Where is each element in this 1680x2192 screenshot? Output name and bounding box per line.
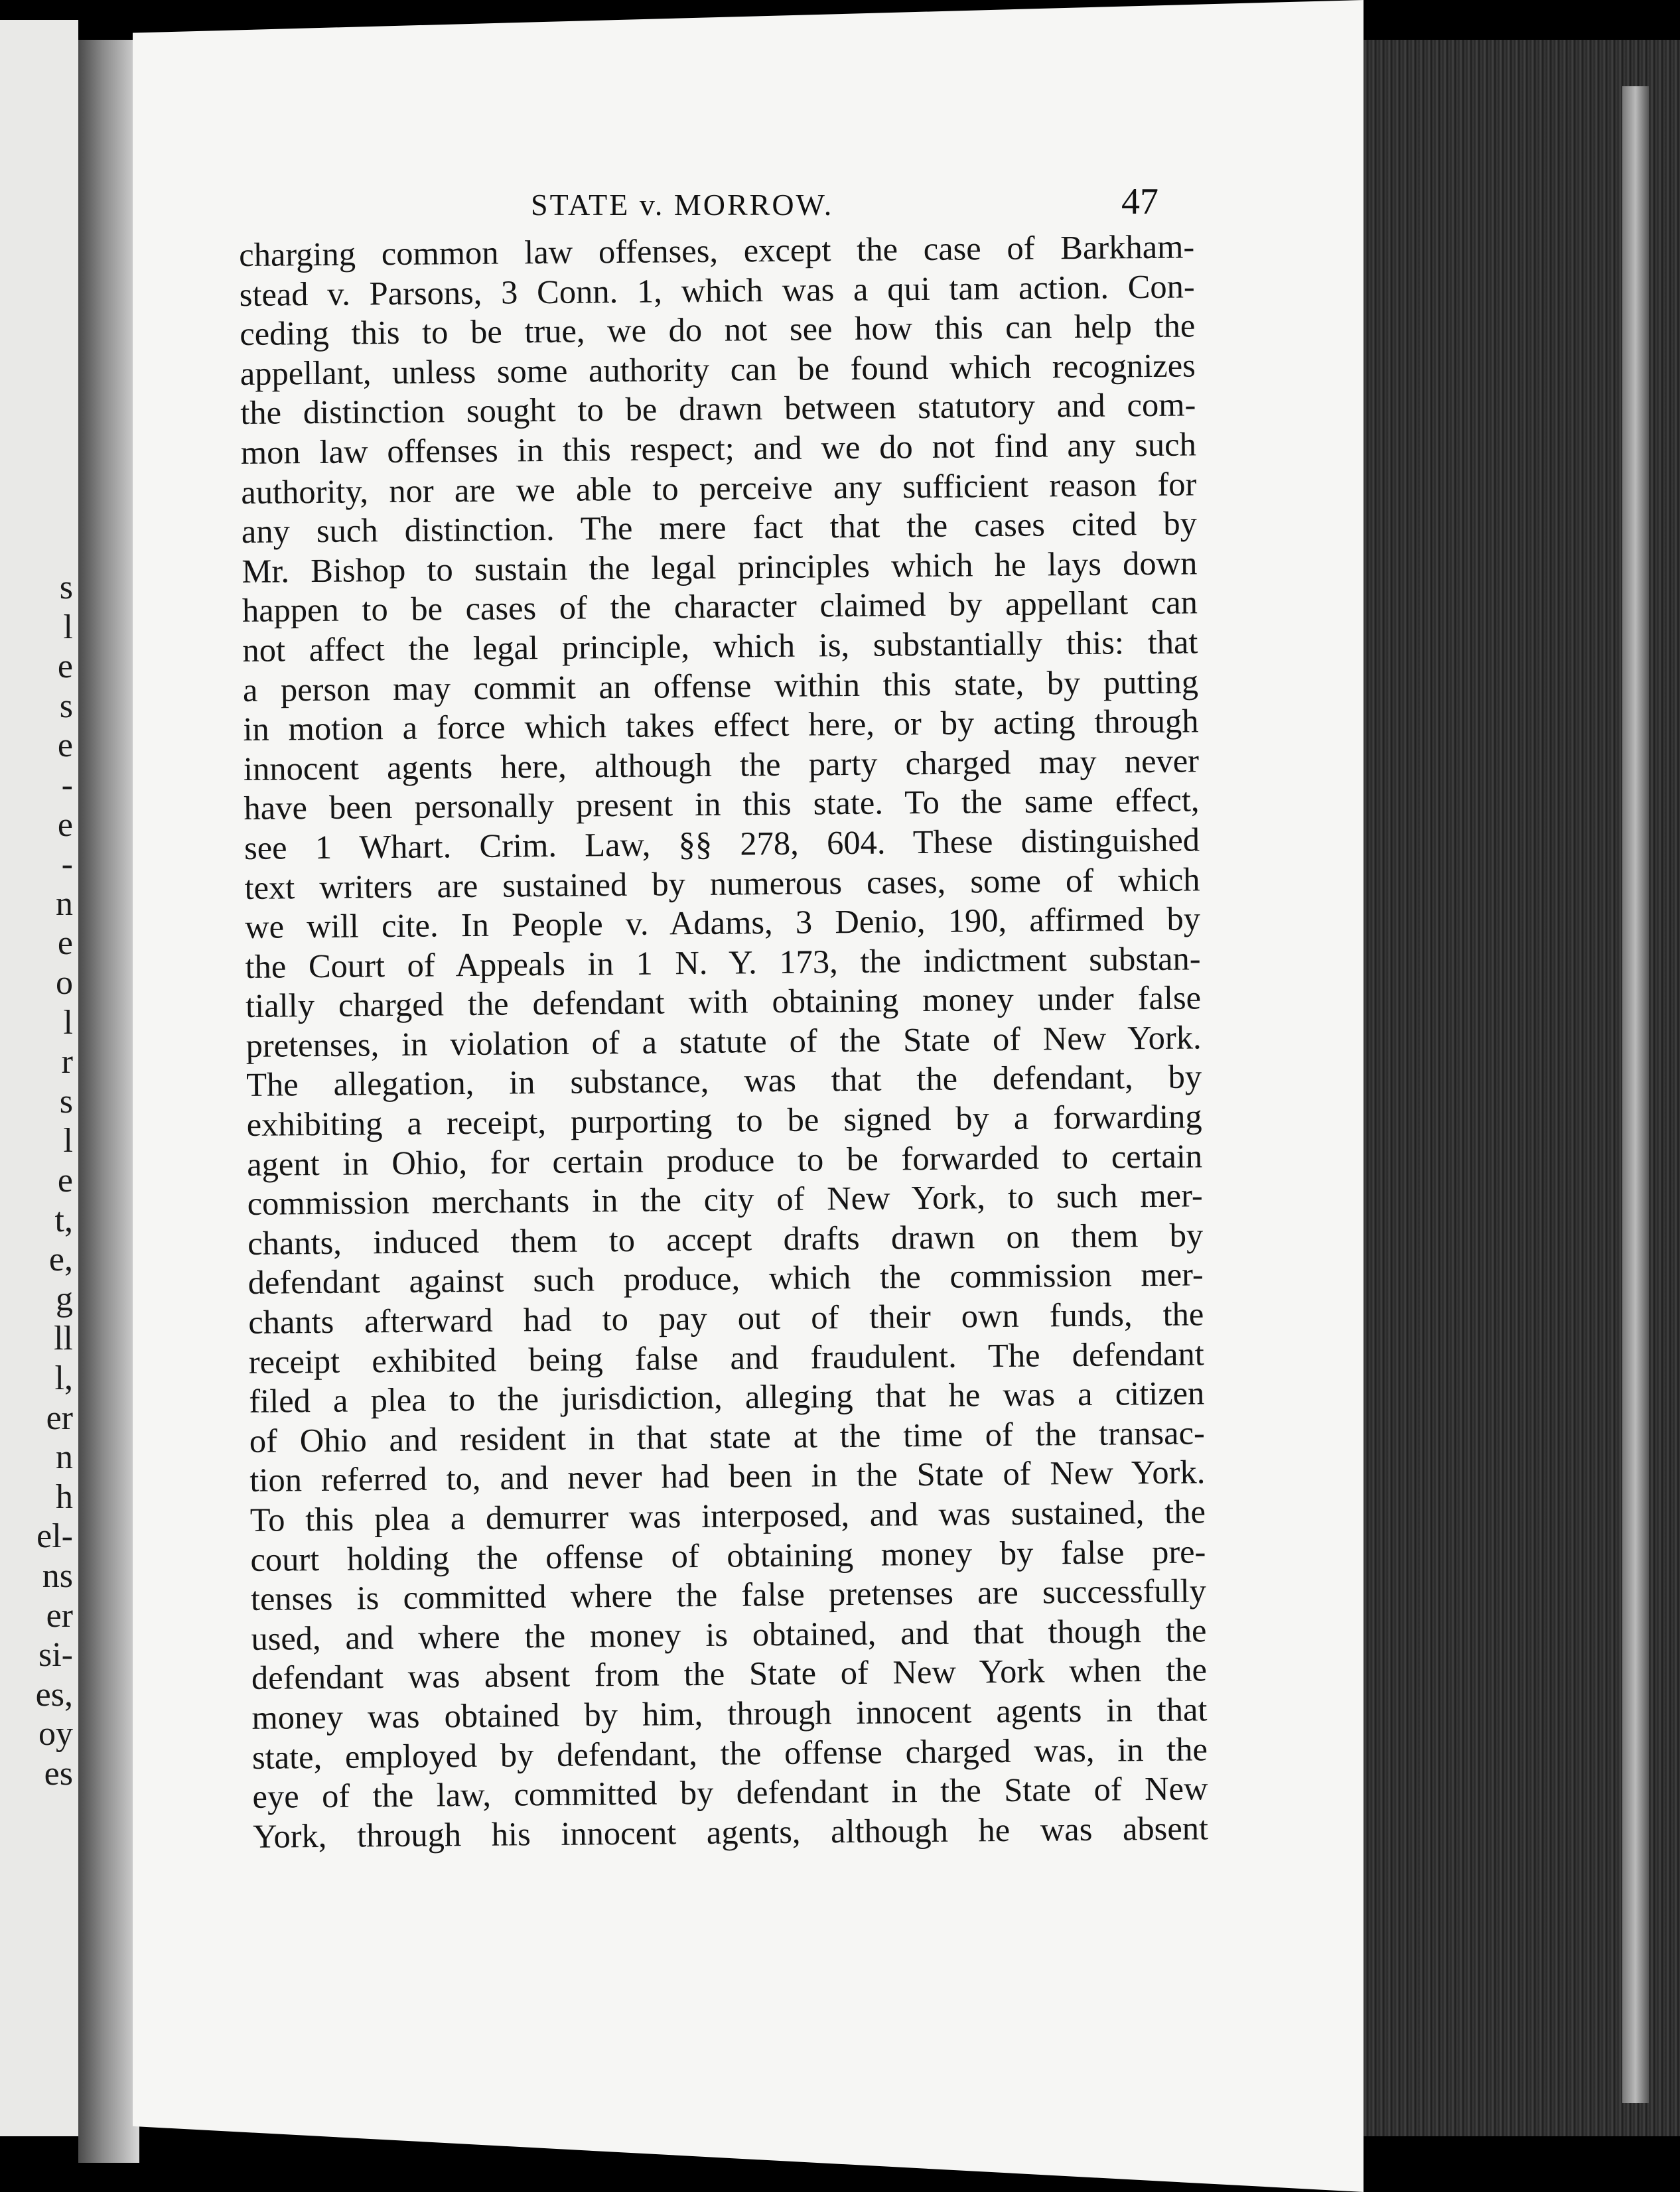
text-line: defendant against such produce, which the commission mer-	[247, 1255, 1204, 1302]
previous-page-fragment: l	[63, 1003, 73, 1042]
text-line: text writers are sustained by numerous cases, some of which	[244, 860, 1200, 906]
text-line: agent in Ohio, for certain produce to be forwarded to certain	[246, 1137, 1203, 1183]
previous-page-fragment: el-	[36, 1517, 73, 1556]
previous-page-fragment: oy	[38, 1715, 73, 1753]
previous-page-fragment: si-	[38, 1636, 73, 1675]
text-line: we will cite. In People v. Adams, 3 Denio, 190, affirmed by	[244, 900, 1201, 946]
text-line: used, and where the money is obtained, and that though the	[251, 1611, 1207, 1657]
text-line: the distinction sought to be drawn between statutory and com-	[240, 385, 1196, 432]
text-line: appellant, unless some authority can be found which recognizes	[240, 346, 1196, 392]
text-line: chants afterward had to pay out of their own funds, the	[248, 1295, 1204, 1341]
text-line: authority, nor are we able to perceive any sufficient reason for	[241, 464, 1197, 511]
text-line: in motion a force which takes effect here, or by acting through	[243, 702, 1199, 748]
text-line: chants, induced them to accept drafts drawn on them by	[247, 1216, 1204, 1262]
previous-page-fragment: es,	[35, 1675, 73, 1714]
previous-page-fragment: l,	[54, 1359, 73, 1397]
previous-page-fragment: er	[46, 1399, 73, 1437]
text-line: the Court of Appeals in 1 N. Y. 173, the indictment substan-	[245, 939, 1201, 985]
text-line: exhibiting a receipt, purporting to be signed by a forwarding	[246, 1097, 1202, 1144]
text-line: York, through his innocent agents, although he was absent	[252, 1809, 1209, 1855]
text-line: defendant was absent from the State of New York when the	[251, 1651, 1208, 1697]
text-line: innocent agents here, although the party charged may never	[243, 742, 1200, 788]
text-line: To this plea a demurrer was interposed, and was sustained, the	[249, 1493, 1206, 1539]
previous-page-fragment: e	[57, 924, 73, 963]
previous-page-fragment: s	[59, 687, 73, 725]
book-gutter	[78, 40, 139, 2163]
text-line: Mr. Bishop to sustain the legal principles which he lays down	[242, 544, 1198, 590]
text-line: court holding the offense of obtaining money by false pre-	[250, 1532, 1206, 1578]
previous-page-fragment: e	[57, 648, 73, 686]
text-line: tially charged the defendant with obtaining money under false	[245, 979, 1202, 1025]
previous-page-fragment: n	[56, 1438, 73, 1477]
text-line: see 1 Whart. Crim. Law, §§ 278, 604. These distinguished	[244, 821, 1200, 866]
text-line: not affect the legal principle, which is, substantially this: that	[242, 623, 1198, 669]
previous-page-fragment: e,	[48, 1241, 73, 1279]
previous-page-fragment: e	[57, 726, 73, 765]
text-line: receipt exhibited being false and fraudulent. The defendant	[248, 1334, 1205, 1381]
previous-page-fragment: o	[56, 964, 73, 1002]
text-line: pretenses, in violation of a statute of the State of New York.	[245, 1018, 1202, 1064]
previous-page-fragment: r	[61, 1043, 73, 1081]
page-number: 47	[1121, 181, 1158, 222]
text-line: charging common law offenses, except the case of Barkham-	[239, 228, 1195, 273]
text-line: money was obtained by him, through innocent agents in that	[251, 1690, 1208, 1736]
text-line: filed a plea to the jurisdiction, alleging that he was a citizen	[249, 1374, 1205, 1420]
text-line: any such distinction. The mere fact that the cases cited by	[241, 504, 1198, 551]
previous-page-fragment: g	[56, 1280, 73, 1318]
previous-page-fragment: h	[56, 1477, 73, 1516]
previous-page-fragment: e	[57, 1162, 73, 1199]
text-line: The allegation, in substance, was that the defendant, by	[245, 1058, 1202, 1104]
previous-page-fragment: -	[61, 766, 73, 804]
text-line: of Ohio and resident in that state at the time of the transac-	[249, 1414, 1206, 1460]
text-line: ceding this to be true, we do not see how this can help the	[240, 307, 1196, 353]
text-line: have been personally present in this state. To the same effect,	[244, 781, 1200, 827]
text-line: mon law offenses in this respect; and we do not find any such	[240, 425, 1197, 471]
text-line: eye of the law, committed by defendant in the State of New	[252, 1769, 1208, 1816]
text-line: tion referred to, and never had been in the State of New York.	[249, 1453, 1206, 1499]
previous-page-fragment: s	[59, 569, 73, 606]
text-line: tenses is committed where the false pretenses are successfully	[250, 1572, 1207, 1618]
text-line: state, employed by defendant, the offense charged was, in the	[251, 1730, 1208, 1776]
previous-page-fragment: -	[61, 845, 73, 884]
previous-page-fragment: t,	[54, 1201, 73, 1239]
text-line: stead v. Parsons, 3 Conn. 1, which was a qui tam action. Con-	[239, 267, 1195, 313]
previous-page-edge	[0, 20, 78, 2136]
body-text	[239, 227, 1208, 1856]
text-line: happen to be cases of the character claimed by appellant can	[242, 583, 1198, 630]
previous-page-fragment: es	[44, 1755, 73, 1793]
previous-page-fragment: n	[56, 884, 73, 923]
text-line: a person may commit an offense within this state, by putting	[242, 662, 1199, 709]
page-block-edges	[1364, 40, 1680, 2136]
page-edge-band	[1622, 86, 1649, 2103]
previous-page-fragment: e	[57, 805, 73, 844]
previous-page-fragment: l	[63, 608, 73, 646]
running-head: STATE v. MORROW.	[531, 188, 834, 222]
previous-page-fragment: l	[63, 1122, 73, 1160]
previous-page-fragment: ns	[42, 1557, 73, 1595]
previous-page-fragment: er	[46, 1596, 73, 1635]
previous-page-fragment: ll	[54, 1320, 73, 1358]
previous-page-fragment: s	[59, 1082, 73, 1121]
text-line: commission merchants in the city of New York, to such mer-	[247, 1176, 1203, 1223]
